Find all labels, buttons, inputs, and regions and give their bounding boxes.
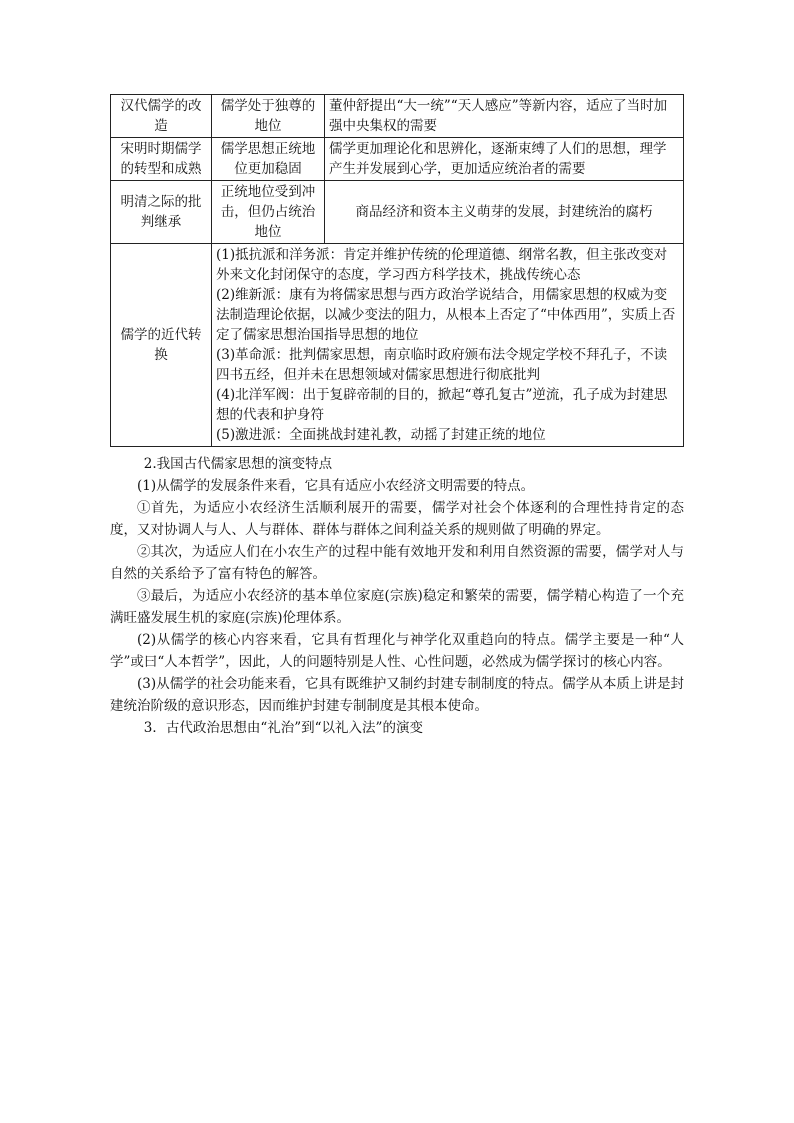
paragraph: ①首先，为适应小农经济生活顺利展开的需要，儒学对社会个体逐利的合理性持肯定的态度，又对协调人与人、人与群体、群体与群体之间利益关系的规则做了明确的界定。 <box>110 500 684 538</box>
section-heading: 3．古代政治思想由“礼治”到“以礼入法”的演变 <box>143 720 423 736</box>
modern-item: (2)维新派：康有为将儒家思想与西方政治学说结合，用儒家思想的权威为变法制造理论依据，以减少变法的阻力，从根本上否定了“中体西用”，实质上否定了儒家思想治国指导思想的地位 <box>216 287 676 343</box>
modern-item: (1)抵抗派和洋务派：肯定并维护传统的伦理道德、纲常名教，但主张改变对外来文化封闭保守的态度，学习西方科学技术，挑战传统心态 <box>216 247 668 283</box>
modern-transformation-cell <box>212 244 684 447</box>
status-cell: 儒学思想正统地位更加稳固 <box>212 138 325 181</box>
section-heading: 2.我国古代儒家思想的演变特点 <box>143 456 333 472</box>
stage-cell: 儒学的近代转换 <box>111 244 212 447</box>
modern-item: (3)革命派：批判儒家思想，南京临时政府颁布法令规定学校不拜孔子，不读四书五经，但并未在思想领域对儒家思想进行彻底批判 <box>216 347 668 383</box>
paragraph: (2)从儒学的核心内容来看，它具有哲理化与神学化双重趋向的特点。儒学主要是一种“人学”或曰“人本哲学”，因此，人的问题特别是人性、心性问题，必然成为儒学探讨的核心内容。 <box>110 632 684 670</box>
body-text <box>110 453 684 739</box>
content-cell: 儒学更加理论化和思辨化，逐渐束缚了人们的思想，理学产生并发展到心学，更加适应统治者的需要 <box>325 138 684 181</box>
modern-item: (4)北洋军阀：出于复辟帝制的目的，掀起“尊孔复古”逆流，孔子成为封建思想的代表和护身符 <box>216 387 668 423</box>
paragraph: ③最后，为适应小农经济的基本单位家庭(宗族)稳定和繁荣的需要，儒学精心构造了一个充满旺盛发展生机的家庭(宗族)伦理体系。 <box>110 588 684 626</box>
paragraph: (1)从儒学的发展条件来看，它具有适应小农经济文明需要的特点。 <box>137 478 535 494</box>
content-cell: 商品经济和资本主义萌芽的发展，封建统治的腐朽 <box>325 181 684 244</box>
status-cell: 儒学处于独尊的地位 <box>212 95 325 138</box>
paragraph: ②其次，为适应人们在小农生产的过程中能有效地开发和利用自然资源的需要，儒学对人与自然的关系给予了富有特色的解答。 <box>110 544 684 582</box>
table-row <box>111 244 684 447</box>
modern-item: (5)激进派：全面挑战封建礼教，动摇了封建正统的地位 <box>216 427 546 443</box>
stage-cell: 宋明时期儒学的转型和成熟 <box>111 138 212 181</box>
confucianism-evolution-table <box>110 94 684 447</box>
status-cell: 正统地位受到冲击，但仍占统治地位 <box>212 181 325 244</box>
paragraph: (3)从儒学的社会功能来看，它具有既维护又制约封建专制制度的特点。儒学从本质上讲是封建统治阶级的意识形态，因而维护封建专制制度是其根本使命。 <box>110 676 684 714</box>
table-row <box>111 181 684 244</box>
content-cell: 董仲舒提出“大一统”“天人感应”等新内容，适应了当时加强中央集权的需要 <box>325 95 684 138</box>
table-row <box>111 95 684 138</box>
stage-cell: 汉代儒学的改造 <box>111 95 212 138</box>
stage-cell: 明清之际的批判继承 <box>111 181 212 244</box>
table-row <box>111 138 684 181</box>
